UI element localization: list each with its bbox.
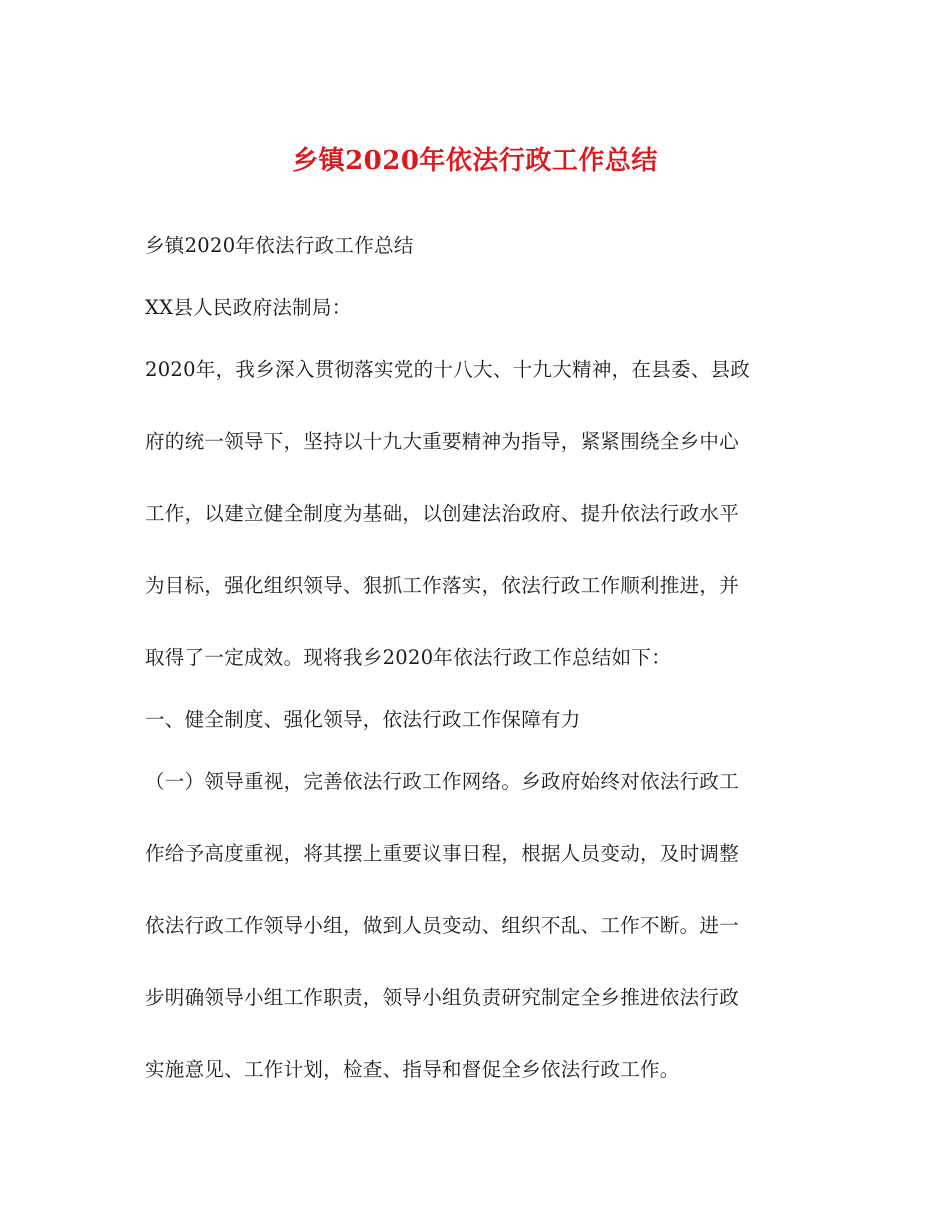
paragraph-line: 为目标，强化组织领导、狠抓工作落实，依法行政工作顺利推进，并 <box>145 574 740 597</box>
document-title: 乡镇2020年依法行政工作总结 <box>292 146 658 176</box>
paragraph-line: 依法行政工作领导小组，做到人员变动、组织不乱、工作不断。进一 <box>145 914 740 937</box>
addressee: XX县人民政府法制局： <box>145 296 352 319</box>
paragraph-line: 2020年，我乡深入贯彻落实党的十八大、十九大精神，在县委、县政 <box>145 358 751 381</box>
paragraph-line: 作给予高度重视，将其摆上重要议事日程，根据人员变动，及时调整 <box>145 842 740 865</box>
paragraph-line: 实施意见、工作计划，检查、指导和督促全乡依法行政工作。 <box>145 1058 680 1081</box>
paragraph-line: 府的统一领导下，坚持以十九大重要精神为指导，紧紧围绕全乡中心 <box>145 430 740 453</box>
document-subtitle: 乡镇2020年依法行政工作总结 <box>145 234 414 257</box>
paragraph-line: 工作，以建立健全制度为基础，以创建法治政府、提升依法行政水平 <box>145 502 740 525</box>
section-heading: 一、健全制度、强化领导，依法行政工作保障有力 <box>145 708 581 731</box>
paragraph-line: 步明确领导小组工作职责，领导小组负责研究制定全乡推进依法行政 <box>145 986 740 1009</box>
paragraph-line: 取得了一定成效。现将我乡2020年依法行政工作总结如下： <box>145 646 672 669</box>
paragraph-line: （一）领导重视，完善依法行政工作网络。乡政府始终对依法行政工 <box>145 770 740 793</box>
